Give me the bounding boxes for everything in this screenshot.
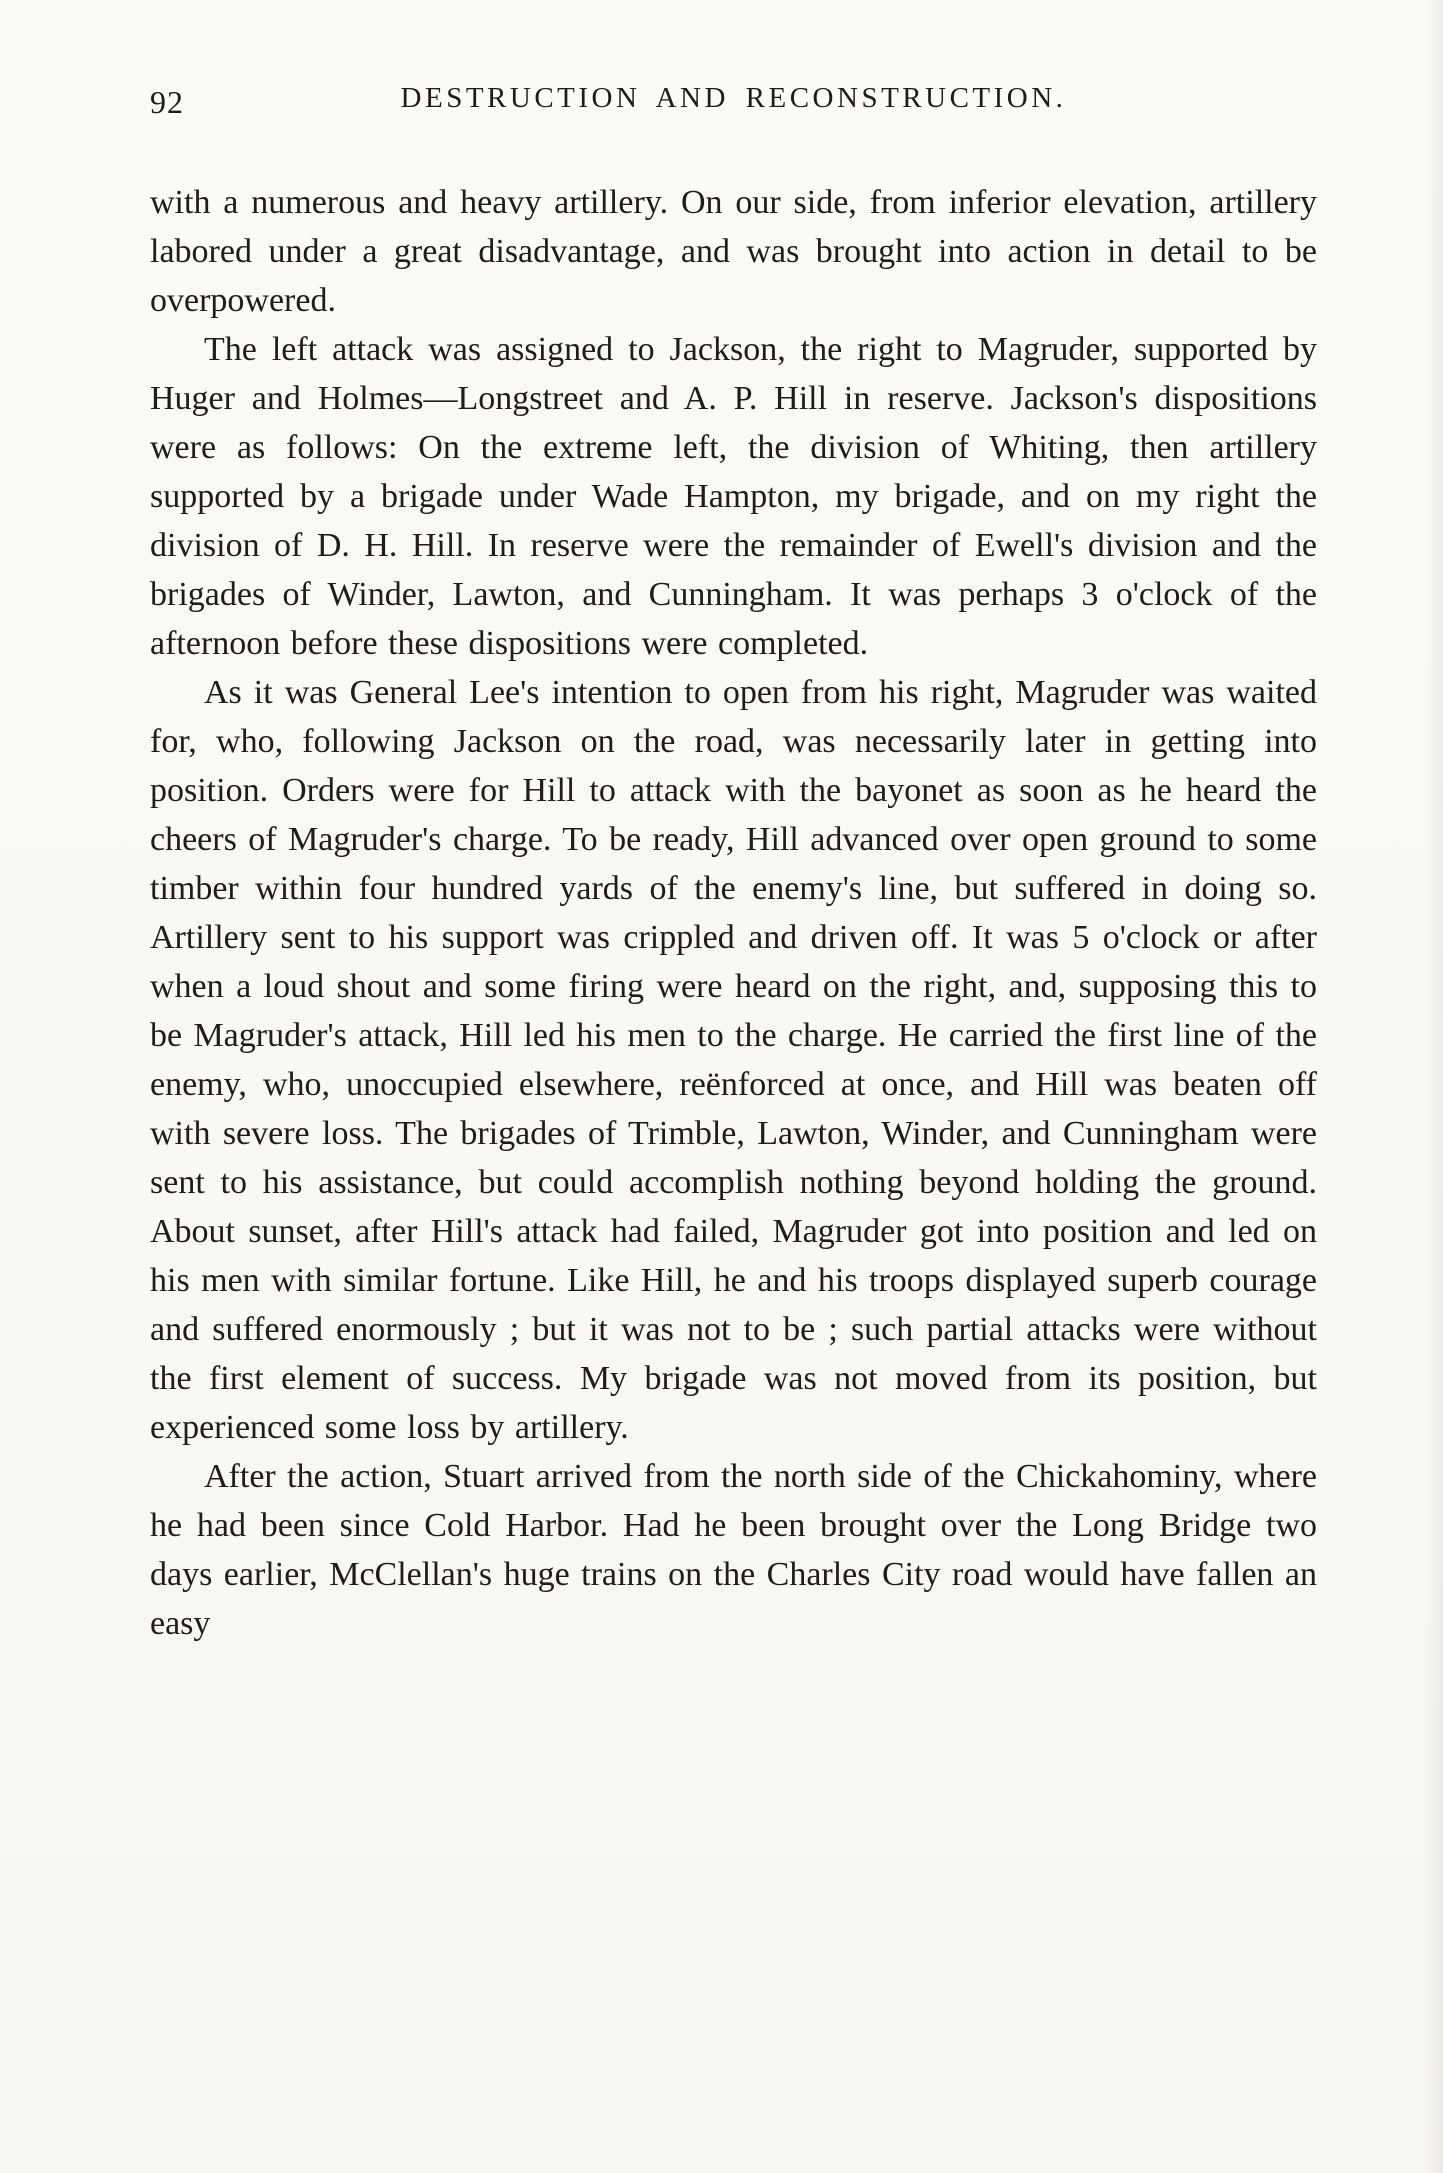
body-text [150, 178, 1317, 1648]
running-header-title: DESTRUCTION AND RECONSTRUCTION. [400, 82, 1067, 114]
paragraph: The left attack was assigned to Jackson, the right to Magruder, supported by Huger and Holmes—Longstreet and A. P. Hill in reserve. Jackson's dispositions were as follows: On the extreme left, the division of Whiting, then artillery supported by a brigade under Wade Hampton, my brigade, and on my right the division of D. H. Hill. In reserve were the remainder of Ewell's division and the brigades of Winder, Lawton, and Cunningham. It was perhaps 3 o'clock of the afternoon before these dispositions were completed. [150, 331, 1317, 662]
paragraph-continuation: with a numerous and heavy artillery. On our side, from inferior elevation, artillery labored under a great disadvantage, and was brought into action in detail to be overpowered. [150, 184, 1317, 319]
scan-edge-shading [1425, 0, 1443, 2173]
page-number: 92 [150, 84, 184, 120]
paragraph: As it was General Lee's intention to open from his right, Magruder was waited for, who, following Jackson on the road, was necessarily later in getting into position. Orders were for Hill to attack with the bayonet as soon as he heard the cheers of Magruder's charge. To be ready, Hill advanced over open ground to some timber within four hundred yards of the enemy's line, but suffered in doing so. Artillery sent to his support was crippled and driven off. It was 5 o'clock or after when a loud shout and some firing were heard on the right, and, supposing this to be Magruder's attack, Hill led his men to the charge. He carried the first line of the enemy, who, unoccupied elsewhere, reënforced at once, and Hill was beaten off with severe loss. The brigades of Trimble, Lawton, Winder, and Cunningham were sent to his assistance, but could accomplish nothing beyond holding the ground. About sunset, after Hill's attack had failed, Magruder got into position and led on his men with similar fortune. Like Hill, he and his troops displayed superb courage and suffered enormously ; but it was not to be ; such partial attacks were without the first element of success. My brigade was not moved from its position, but experienced some loss by artillery. [150, 674, 1317, 1446]
paragraph: After the action, Stuart arrived from the north side of the Chickahominy, where he had been since Cold Harbor. Had he been brought over the Long Bridge two days earlier, McClellan's huge trains on the Charles City road would have fallen an easy [150, 1458, 1317, 1642]
page-header [150, 82, 1317, 126]
